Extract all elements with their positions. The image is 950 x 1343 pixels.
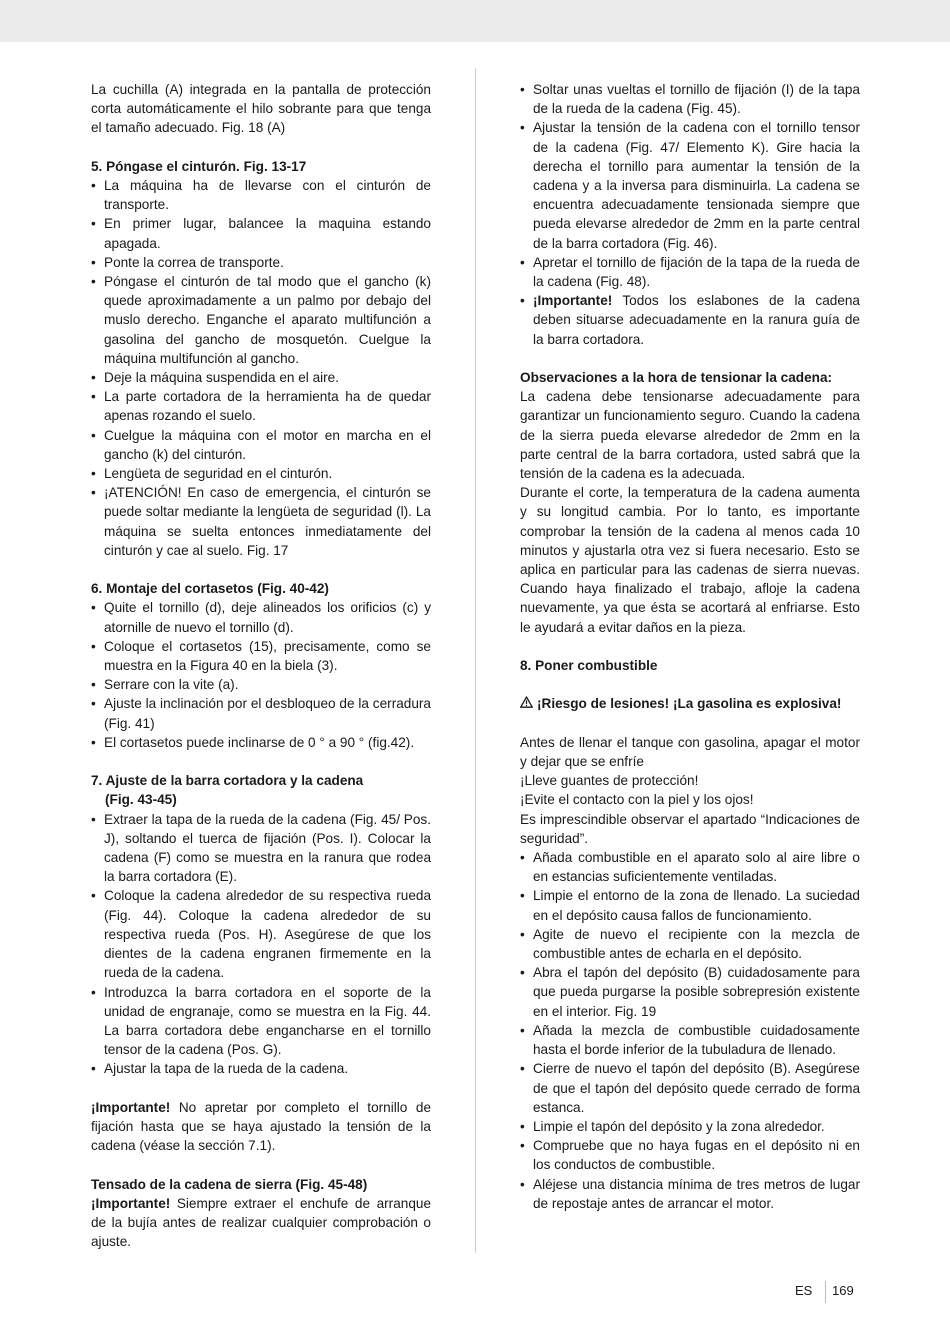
list-item: • La máquina ha de llevarse con el cinturón de transporte. [91,176,431,214]
list-item: • Compruebe que no haya fugas en el depósito ni en los conductos de combustible. [520,1136,860,1174]
important-label: ¡Importante! [91,1099,171,1115]
list-item [520,291,860,349]
list-item: • Aléjese una distancia mínima de tres metros de lugar de repostaje antes de arrancar el motor. [520,1175,860,1213]
important-text: No apretar por completo el tornillo de fijación hasta que se haya ajustado la tensión de la cadena (véase la sección 7.1). [91,1099,431,1154]
list-item: • Deje la máquina suspendida en el aire. [91,368,431,387]
right-column [520,80,860,1213]
list-item: • Lengüeta de seguridad en el cinturón. [91,464,431,483]
list-item: • Coloque el cortasetos (15), precisamente, como se muestra en la Figura 40 en la biela (3). [91,637,431,675]
list-item: • Ajustar la tensión de la cadena con el tornillo tensor de la cadena (Fig. 47/ Elemento K). Gire hacia la derecha el tornillo para aumentar la tensión de la cadena y a la inversa para disminuirla. La cadena se encuentra adecuadamente tensionada siempre que pueda elevarse alrededor de 2mm en la parte central de la barra cortadora (Fig. 46). [520,118,860,252]
observations-paragraph-1: La cadena debe tensionarse adecuadamente para garantizar un funcionamiento seguro. Cuando la cadena de la sierra pueda elevarse alrededor de 2mm en la parte central de la barra cortadora, usted sabrá que la tensión de la cadena es la adecuada. [520,389,860,482]
list-item: • Coloque la cadena alrededor de su respectiva rueda (Fig. 44). Coloque la cadena alrededor de su respectiva rueda (Pos. H). Asegúrese de que los dientes de la cadena engranen firmemente en la rueda de la cadena. [91,886,431,982]
list-item: • Añada la mezcla de combustible cuidadosamente hasta el borde inferior de la tubuladura de llenado. [520,1021,860,1059]
list-item: • Soltar unas vueltas el tornillo de fijación (I) de la tapa de la rueda de la cadena (Fig. 45). [520,80,860,118]
list-item: • ¡ATENCIÓN! En caso de emergencia, el cinturón se puede soltar mediante la lengüeta de seguridad (l). La máquina se suelta entonces inmediatamente del cinturón y cae al suelo. Fig. 17 [91,483,431,560]
list-item: • Limpie el entorno de la zona de llenado. La suciedad en el depósito causa fallos de funcionamiento. [520,886,860,924]
observations-paragraph-2: Durante el corte, la temperatura de la cadena aumenta y su longitud cambia. Por lo tanto, es importante comprobar la tensión de la cadena al menos cada 10 minutos y ajustarla otra vez si fuera necesario. Esto se aplica en particular para las cadenas de sierra nuevas. Cuando haya finalizado el trabajo, afloje la cadena nuevamente, ya que ésta se acortará al enfriarse. Esto le ayudará a evitar daños en la pieza. [520,485,860,635]
important-label: ¡Importante! [91,1195,171,1211]
footer-divider [825,1281,826,1303]
list-item: • Extraer la tapa de la rueda de la cadena (Fig. 45/ Pos. J), soltando el tuerca de fijación (Pos. I). Colocar la cadena (F) como se muestra en la ranura que rodea la barra cortadora (E). [91,810,431,887]
list-item: • Apretar el tornillo de fijación de la tapa de la rueda de la cadena (Fig. 48). [520,253,860,291]
important-text: Todos los eslabones de la cadena deben situarse adecuadamente en la ranura guía de la barra cortadora. [533,293,860,347]
left-column [91,80,431,1251]
section-6-list [91,598,431,752]
list-item: • Quite el tornillo (d), deje alineados los orificios (c) y atornille de nuevo el tornillo (d). [91,598,431,636]
warning-text: ¡Riesgo de lesiones! ¡La gasolina es explosiva! [537,696,842,712]
list-item: • Cuelgue la máquina con el motor en marcha en el gancho (k) del cinturón. [91,426,431,464]
list-item: • Limpie el tapón del depósito y la zona alrededor. [520,1117,860,1136]
list-item: • Ajuste la inclinación por el desbloqueo de la cerradura (Fig. 41) [91,694,431,732]
list-item: • Añada combustible en el aparato solo al aire libre o en estancias suficientemente ventiladas. [520,848,860,886]
observations-heading: Observaciones a la hora de tensionar la cadena: [520,370,833,386]
section-5-heading: 5. Póngase el cinturón. Fig. 13-17 [91,158,307,174]
list-item: • Ajustar la tapa de la rueda de la cadena. [91,1059,431,1078]
tension-steps-list [520,80,860,349]
fuel-instruction: ¡Lleve guantes de protección! [520,773,699,789]
tensado-note [91,1194,431,1252]
list-item: • Abra el tapón del depósito (B) cuidadosamente para que pueda purgarse la posible sobrepresión existente en el interior. Fig. 19 [520,963,860,1021]
list-item: • Póngase el cinturón de tal modo que el gancho (k) quede aproximadamente a un palmo por debajo del muslo derecho. Enganche el aparato multifunción a gasolina del gancho de mosquetón. Cuelgue la máquina multifunción al gancho. [91,272,431,368]
fuel-instruction: Antes de llenar el tanque con gasolina, apagar el motor y dejar que se enfríe [520,734,860,770]
list-item: • En primer lugar, balancee la maquina estando apagada. [91,214,431,252]
section-6-heading: 6. Montaje del cortasetos (Fig. 40-42) [91,581,329,597]
section-8-heading: 8. Poner combustible [520,658,658,674]
tensado-text: Siempre extraer el enchufe de arranque de la bujía antes de realizar cualquier comprobación o ajuste. [91,1195,431,1250]
intro-paragraph: La cuchilla (A) integrada en la pantalla de protección corta automáticamente el hilo sobrante para que tenga el tamaño adecuado. Fig. 18 (A) [91,82,431,136]
list-item: • Serrare con la vite (a). [91,675,431,694]
list-item: • Agite de nuevo el recipiente con la mezcla de combustible antes de echarla en el depósito. [520,925,860,963]
section-5-list [91,176,431,560]
important-label: ¡Importante! [533,293,613,309]
list-item: • Cierre de nuevo el tapón del depósito (B). Asegúrese de que el tapón del depósito quede cerrado de forma estanca. [520,1059,860,1117]
warning-paragraph [520,694,860,713]
section-7-heading-figures: (Fig. 43-45) [105,792,177,808]
column-divider [475,68,476,1253]
fuel-steps-list [520,848,860,1213]
tensado-heading: Tensado de la cadena de sierra (Fig. 45-48) [91,1176,368,1192]
language-code: ES [795,1283,813,1298]
section-7-heading: 7. Ajuste de la barra cortadora y la cadena [91,773,364,789]
list-item: • El cortasetos puede inclinarse de 0 ° a 90 ° (fig.42). [91,733,431,752]
warning-triangle-icon [520,694,533,713]
important-note [91,1098,431,1156]
fuel-instruction: Es imprescindible observar el apartado “Indicaciones de seguridad”. [520,811,860,846]
list-item: • La parte cortadora de la herramienta ha de quedar apenas rozando el suelo. [91,387,431,425]
page-number: 169 [832,1283,854,1298]
fuel-instruction: ¡Evite el contacto con la piel y los ojos! [520,792,754,808]
top-header-band [0,0,950,42]
list-item: • Ponte la correa de transporte. [91,253,431,272]
section-7-list [91,810,431,1079]
list-item: • Introduzca la barra cortadora en el soporte de la unidad de engranaje, como se muestra en la Fig. 44. La barra cortadora debe engancharse en el tornillo tensor de la cadena (Pos. G). [91,983,431,1060]
